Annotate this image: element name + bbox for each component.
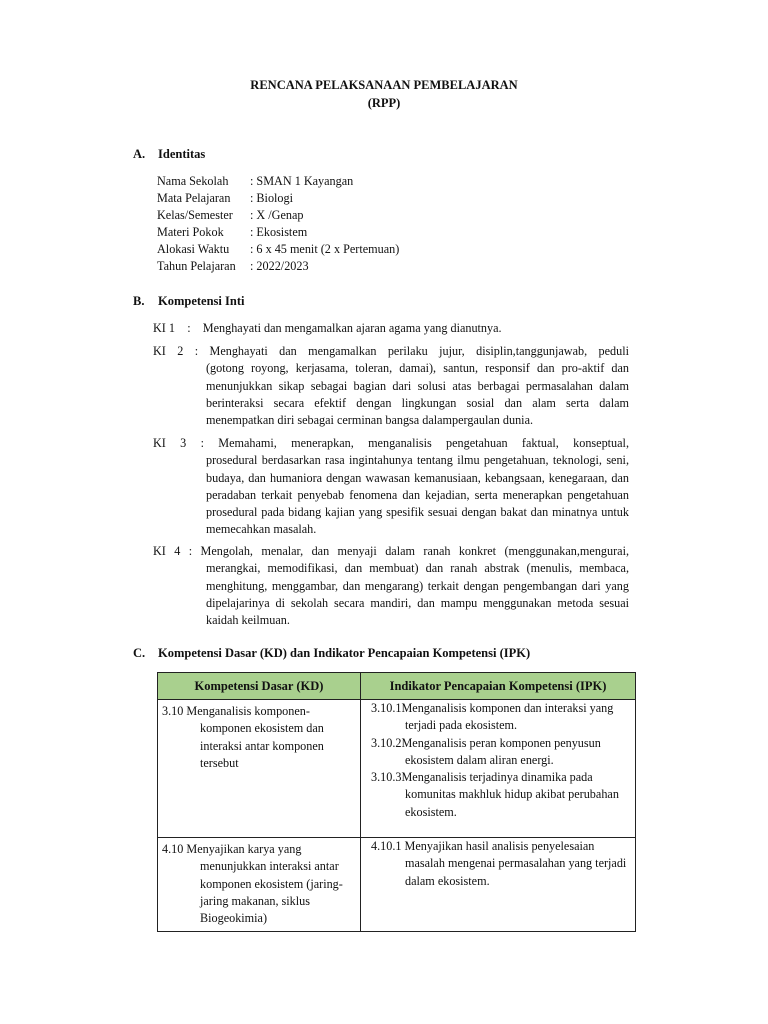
ipk-cell <box>361 838 636 932</box>
identitas-row <box>157 258 309 275</box>
kd-cell <box>158 838 361 932</box>
identitas-label: Nama Sekolah <box>157 174 229 188</box>
identitas-label: Materi Pokok <box>157 225 224 239</box>
identitas-label: Mata Pelajaran <box>157 191 231 205</box>
section-b-title: Kompetensi Inti <box>158 294 245 308</box>
ki-4-first-line: KI 4 : Mengolah, menalar, dan menyaji dalam ranah konkret (menggunakan,mengurai, <box>153 544 629 558</box>
kd-cell <box>158 700 361 838</box>
section-a-letter: A. <box>133 147 146 161</box>
section-a-title: Identitas <box>158 147 206 161</box>
ipk-column-header: Indikator Pencapaian Kompetensi (IPK) <box>361 673 636 700</box>
table-row <box>158 838 636 932</box>
identitas-value: : Biologi <box>250 191 294 205</box>
identitas-row <box>157 207 303 224</box>
kd-text: 3.10 Menganalisis komponen-komponen ekosistem dan interaksi antar komponen tersebut <box>162 704 324 770</box>
kd-column-header: Kompetensi Dasar (KD) <box>158 673 361 700</box>
identitas-value: : X /Genap <box>250 208 304 222</box>
kd-ipk-table <box>157 672 636 932</box>
ki-3-paragraph <box>153 435 629 539</box>
section-c-heading <box>133 646 530 661</box>
identitas-row <box>157 224 307 241</box>
table-row <box>158 700 636 838</box>
identitas-value: : SMAN 1 Kayangan <box>250 174 354 188</box>
ki-4-continuation: merangkai, memodifikasi, dan membuat) dan ranah abstrak (menulis, membaca, menghitung, menggambar, dan mengarang) terkait dengan pengembangan dari yang dipelajarinya di sekolah secara mandiri, dan mampu menggunakan metoda sesuai kaidah keilmuan. <box>206 561 629 628</box>
ipk-item: 3.10.3Menganalisis terjadinya dinamika pada komunitas makhluk hidup akibat perubahan ekosistem. <box>371 770 619 819</box>
section-a-heading <box>133 147 205 162</box>
section-b-letter: B. <box>133 294 145 308</box>
identitas-row <box>157 190 293 207</box>
ki-2-paragraph <box>153 343 629 429</box>
ipk-item: 3.10.2Menganalisis peran komponen penyusun ekosistem dalam aliran energi. <box>371 735 601 767</box>
identitas-row <box>157 241 399 258</box>
ki-1-text: KI 1 : Menghayati dan mengamalkan ajaran agama yang dianutnya. <box>153 321 502 335</box>
ipk-cell <box>361 700 636 838</box>
ki-3-first-line: KI 3 : Memahami, menerapkan, menganalisis pengetahuan faktual, konseptual, <box>153 436 629 450</box>
table-header-row <box>158 673 636 700</box>
ki-3-continuation: prosedural berdasarkan rasa ingintahunya tentang ilmu pengetahuan, teknologi, seni, budaya, dan humaniora dengan wawasan kemanusiaan, kebangsaan, kenegaraan, dan peradaban terkait penyebab fenomena dan kejadian, serta menerapkan pengetahuan prosedural pada bidang kajian yang spesifik sesuai dengan bakat dan minatnya untuk memecahkan masalah. <box>206 453 629 537</box>
identitas-value: : 6 x 45 menit (2 x Pertemuan) <box>250 242 400 256</box>
document-title: RENCANA PELAKSANAAN PEMBELAJARAN <box>250 78 518 92</box>
identitas-row <box>157 173 353 190</box>
ki-2-first-line: KI 2 : Menghayati dan mengamalkan perilaku jujur, disiplin,tanggunjawab, peduli <box>153 344 629 358</box>
ipk-item: 3.10.1Menganalisis komponen dan interaksi yang terjadi pada ekosistem. <box>371 701 614 733</box>
kd-text: 4.10 Menyajikan karya yang menunjukkan interaksi antar komponen ekosistem (jaring-jaring makanan, siklus Biogeokimia) <box>162 842 343 926</box>
identitas-value: : Ekosistem <box>250 225 308 239</box>
document-subtitle: (RPP) <box>367 96 401 110</box>
section-c-letter: C. <box>133 646 146 660</box>
ki-2-continuation: (gotong royong, kerjasama, toleran, damai), santun, responsif dan pro-aktif dan menunjukkan sikap sebagai bagian dari solusi atas berbagai permasalahan dalam berinteraksi secara efektif dengan lingkungan sosial dan alam serta dalam menempatkan diri sebagai cerminan bangsa dalampergaulan dunia. <box>206 361 629 428</box>
identitas-label: Alokasi Waktu <box>157 242 230 256</box>
section-b-heading <box>133 294 244 309</box>
ipk-item: 4.10.1 Menyajikan hasil analisis penyelesaian masalah mengenai permasalahan yang terjadi dalam ekosistem. <box>371 839 627 888</box>
section-c-title: Kompetensi Dasar (KD) dan Indikator Pencapaian Kompetensi (IPK) <box>158 646 531 660</box>
ki-4-paragraph <box>153 543 629 629</box>
identitas-value: : 2022/2023 <box>250 259 309 273</box>
identitas-label: Tahun Pelajaran <box>157 259 236 273</box>
ki-1-paragraph <box>153 320 629 337</box>
identitas-label: Kelas/Semester <box>157 208 233 222</box>
